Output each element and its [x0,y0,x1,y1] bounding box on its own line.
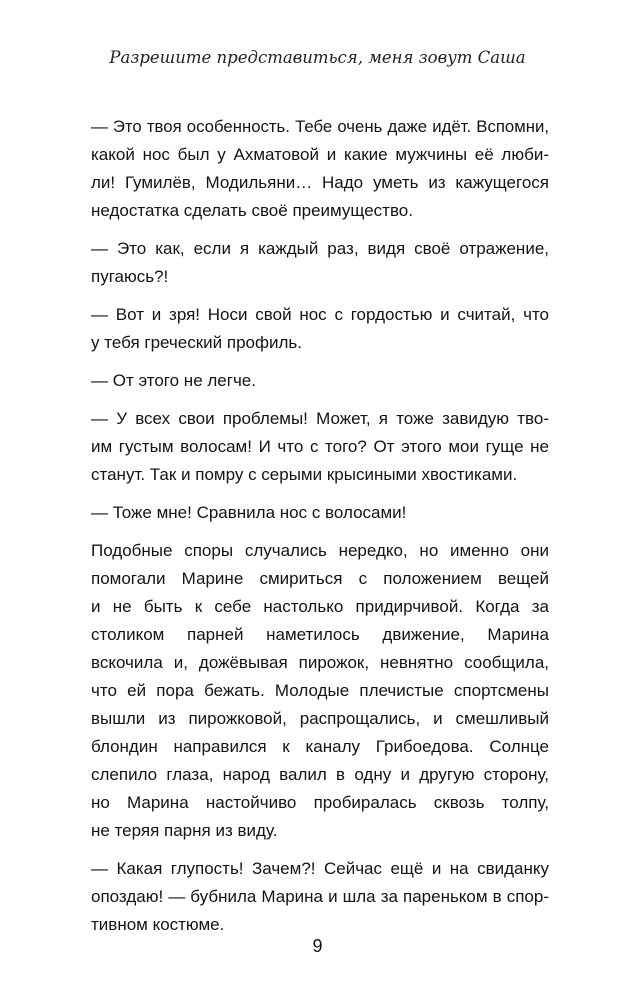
text-line: блондин направился к каналу Грибоедова. Солнце [91,737,549,756]
paragraph-1 [91,113,549,225]
text-line: им густым волосам! И что с того? От этого мои гуще не [91,437,549,456]
text-line: — Какая глупость! Зачем?! Сейчас ещё и на свиданку [91,859,549,878]
text-line: но Марина настойчиво пробиралась сквозь толпу, [91,793,549,812]
body-text [91,113,549,949]
text-line: станут. Так и помру с серыми крысиными хвостиками. [91,465,518,484]
text-line: вышли из пирожковой, распрощались, и смешливый [91,709,549,728]
text-line: опоздаю! — бубнила Марина и шла за пареньком в спор- [91,887,549,906]
paragraph-5 [91,405,549,489]
text-line: у тебя греческий профиль. [91,333,302,352]
text-line: столиком парней наметилось движение, Марина [91,625,549,644]
paragraph-7 [91,537,549,845]
paragraph-4 [91,367,549,395]
text-line: не теряя парня из виду. [91,821,278,840]
text-line: тивном костюме. [91,915,225,934]
page-number: 9 [312,936,323,956]
paragraph-2 [91,235,549,291]
text-line: вскочила и, дожёвывая пирожок, невнятно сообщила, [91,653,549,672]
text-line: помогали Марине смириться с положением вещей [91,569,549,588]
text-line: и не быть к себе настолько придирчивой. Когда за [91,597,549,616]
text-line: какой нос был у Ахматовой и какие мужчины её люби- [91,145,549,164]
paragraph-6 [91,499,549,527]
running-header: Разрешите представиться, меня зовут Саша [109,48,526,67]
text-line: ли! Гумилёв, Модильяни… Надо уметь из кажущегося [91,173,549,192]
text-line: пугаюсь?! [91,267,169,286]
paragraph-8 [91,855,549,939]
text-line: что ей пора бежать. Молодые плечистые спортсмены [91,681,549,700]
text-line: — От этого не легче. [91,371,256,390]
text-line: — Это как, если я каждый раз, видя своё отражение, [91,239,549,258]
text-line: — У всех свои проблемы! Может, я тоже завидую тво- [91,409,549,428]
text-line: — Это твоя особенность. Тебе очень даже идёт. Вспомни, [91,117,549,136]
text-line: недостатка сделать своё преимущество. [91,201,413,220]
text-line: — Вот и зря! Носи свой нос с гордостью и считай, что [91,305,549,324]
text-line: — Тоже мне! Сравнила нос с волосами! [91,503,407,522]
text-line: Подобные споры случались нередко, но именно они [91,541,549,560]
text-line: слепило глаза, народ валил в одну и другую сторону, [91,765,549,784]
paragraph-3 [91,301,549,357]
